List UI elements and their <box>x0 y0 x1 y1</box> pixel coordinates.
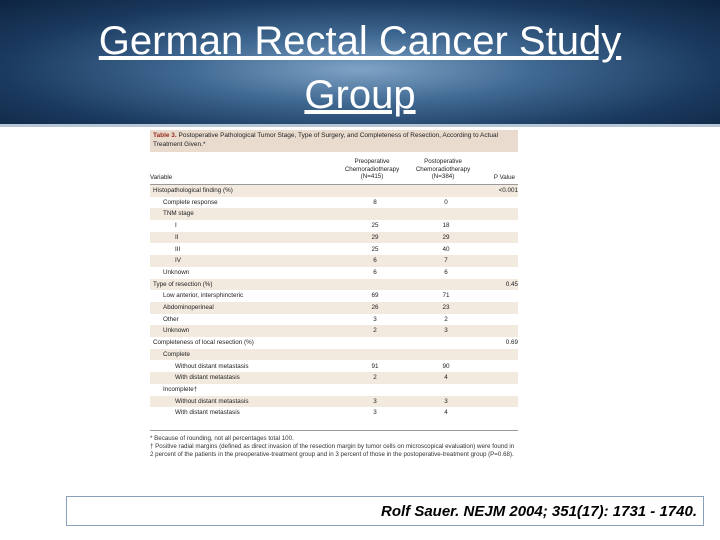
table-row <box>150 208 518 220</box>
cell-preoperative: 6 <box>373 268 377 276</box>
cell-postoperative: 23 <box>442 304 450 311</box>
table-row <box>150 325 518 337</box>
row-label: Type of resection (%) <box>153 280 213 288</box>
table-row <box>150 407 518 419</box>
cell-postoperative: 4 <box>444 409 448 417</box>
header-pre-line3: (N=415) <box>360 173 384 180</box>
row-label: With distant metastasis <box>175 409 240 417</box>
row-label: III <box>175 245 181 253</box>
table-row <box>150 279 518 291</box>
cell-preoperative: 25 <box>371 222 379 230</box>
table-row <box>150 372 518 384</box>
table-row <box>150 220 518 232</box>
slide-title-line2: Group <box>304 73 416 117</box>
table-row <box>150 396 518 408</box>
cell-postoperative: 3 <box>444 327 448 335</box>
cell-postoperative: 7 <box>444 257 448 265</box>
cell-preoperative: 3 <box>373 397 377 405</box>
cell-preoperative: 2 <box>373 374 377 382</box>
banner-divider <box>0 124 720 127</box>
cell-postoperative: 90 <box>442 362 450 370</box>
row-label: Completeness of local resection (%) <box>153 339 254 347</box>
row-label: Unknown <box>163 268 190 276</box>
table-row <box>150 267 518 279</box>
cell-postoperative: 71 <box>442 292 450 300</box>
row-label: Incomplete† <box>163 385 198 393</box>
row-label: I <box>175 222 177 230</box>
table-caption <box>150 130 518 152</box>
table-row <box>150 232 518 244</box>
table-caption-text: Postoperative Pathological Tumor Stage, Type of Surgery, and Completeness of Resection, According to Actual Treatment Given.* <box>153 132 499 148</box>
table-row <box>150 290 518 302</box>
cell-postoperative: 6 <box>444 268 448 276</box>
cell-preoperative: 2 <box>373 327 377 335</box>
cell-preoperative: 3 <box>373 315 377 323</box>
row-label: II <box>175 233 179 241</box>
table-row <box>150 302 518 314</box>
row-label: Complete response <box>163 198 218 206</box>
slide-title-line1: German Rectal Cancer Study <box>98 19 622 63</box>
table-row <box>150 255 518 267</box>
cell-postoperative: 3 <box>444 397 448 405</box>
cell-preoperative: 26 <box>371 304 379 311</box>
slide-title <box>0 14 720 122</box>
table-footnotes <box>150 435 518 458</box>
row-label: IV <box>175 257 181 265</box>
table-row <box>150 197 518 209</box>
table-row <box>150 314 518 326</box>
header-p-value: P Value <box>493 174 515 181</box>
table-row <box>150 349 518 361</box>
header-postoperative <box>410 158 476 181</box>
cell-postoperative: 0 <box>444 198 448 206</box>
row-label: With distant metastasis <box>175 374 240 382</box>
row-label: Other <box>163 315 179 323</box>
header-post-line3: (N=384) <box>431 173 455 180</box>
results-table <box>147 128 522 465</box>
table-row <box>150 337 518 349</box>
citation-text: Rolf Sauer. NEJM 2004; 351(17): 1731 - 1740. <box>381 503 697 520</box>
header-pre-line1: Preoperative <box>354 158 390 165</box>
cell-postoperative: 29 <box>442 233 450 241</box>
row-label: Abdominoperineal <box>163 304 214 311</box>
header-variable: Variable <box>150 174 173 181</box>
cell-postoperative: 2 <box>444 315 448 323</box>
cell-postoperative: 40 <box>442 245 450 253</box>
cell-postoperative: 4 <box>444 374 448 382</box>
cell-preoperative: 69 <box>371 292 379 300</box>
table-row <box>150 185 518 197</box>
footnote-rounding: * Because of rounding, not all percentages total 100. <box>150 435 294 442</box>
cell-p-value: 0.69 <box>505 339 518 347</box>
row-label: Unknown <box>163 327 190 335</box>
row-label: TNM stage <box>163 210 194 218</box>
table-label: Table 3. <box>153 132 177 139</box>
row-label: Low anterior, intersphincteric <box>163 292 244 300</box>
cell-p-value: <0.001 <box>498 187 518 194</box>
cell-preoperative: 3 <box>373 409 377 417</box>
cell-preoperative: 25 <box>371 245 379 253</box>
header-post-line2: Chemoradiotherapy <box>415 165 471 173</box>
citation-box <box>66 496 704 526</box>
table-bottom-rule <box>150 430 518 431</box>
cell-preoperative: 29 <box>371 233 379 241</box>
header-post-line1: Postoperative <box>424 158 462 165</box>
footnote-radial-margins: † Positive radial margins (defined as direct invasion of the resection margin by tumor cells on microscopical evaluation) were found in 2 percent of the patients in the preoperative-treatment group and in 3 percent of those in the postoperative-treatment group (P=0.68). <box>150 442 515 458</box>
table-row <box>150 361 518 373</box>
header-pre-line2: Chemoradiotherapy <box>344 165 400 173</box>
row-label: Histopathological finding (%) <box>153 187 233 194</box>
cell-preoperative: 8 <box>373 198 377 206</box>
table-row <box>150 384 518 396</box>
row-label: Without distant metastasis <box>175 397 249 405</box>
header-preoperative <box>339 158 405 181</box>
row-label: Complete <box>163 350 190 358</box>
cell-postoperative: 18 <box>442 222 450 230</box>
cell-preoperative: 91 <box>371 362 379 370</box>
row-label: Without distant metastasis <box>175 362 249 370</box>
table-row <box>150 244 518 256</box>
cell-p-value: 0.45 <box>505 280 518 288</box>
cell-preoperative: 6 <box>373 257 377 265</box>
